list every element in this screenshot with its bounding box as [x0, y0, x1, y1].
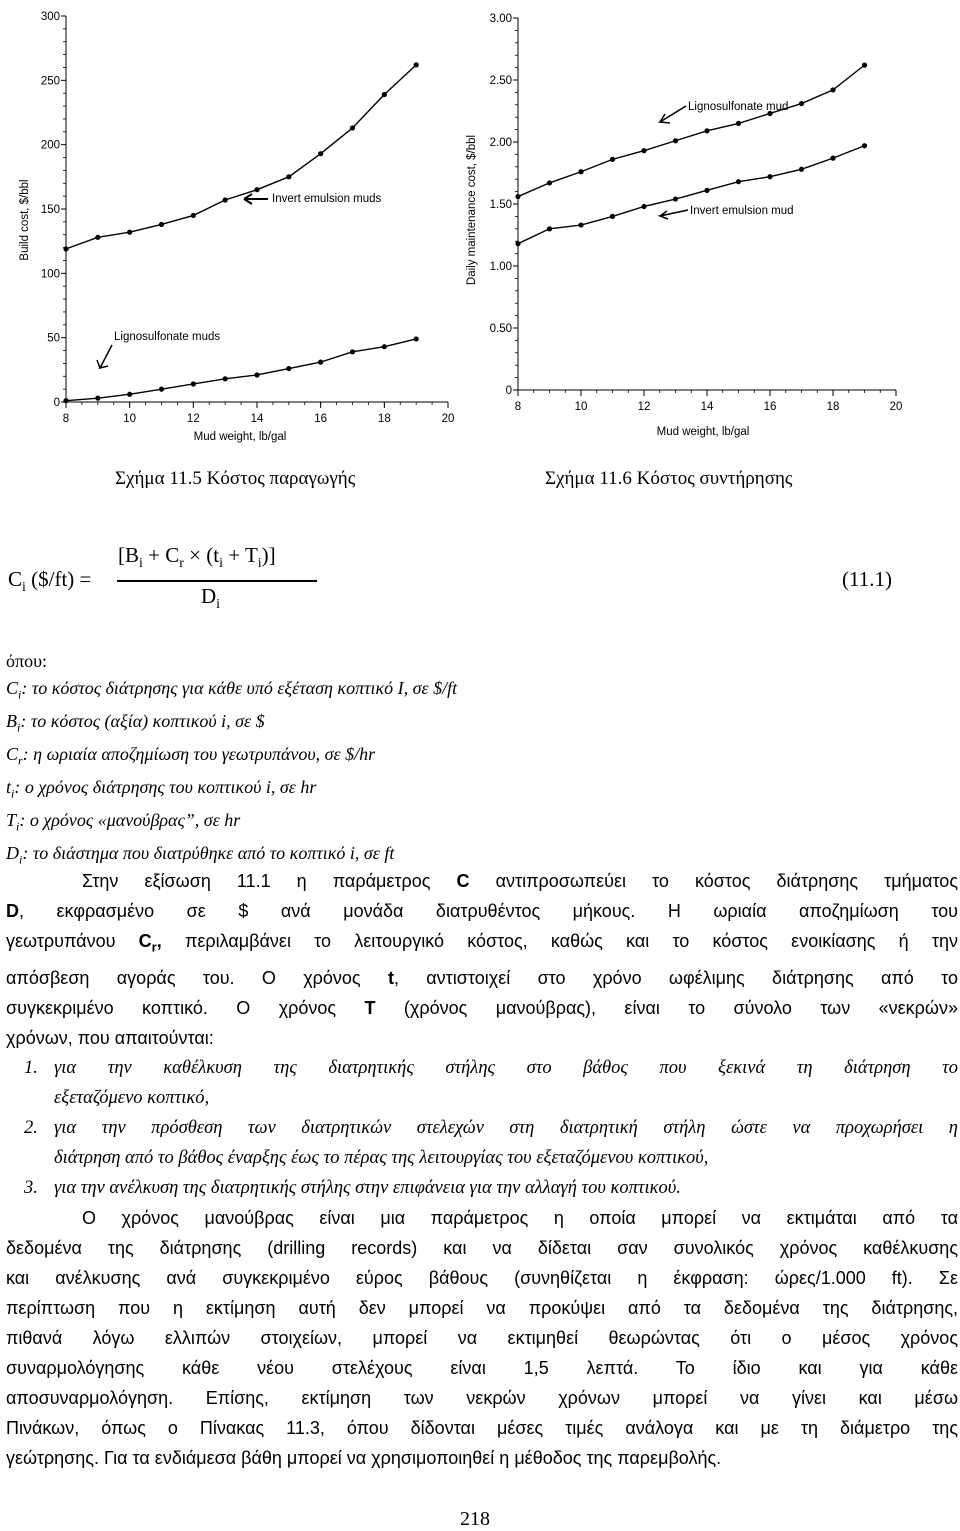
data-point	[641, 204, 646, 209]
data-point	[830, 87, 835, 92]
x-tick-label: 16	[763, 401, 777, 413]
data-point	[350, 125, 355, 130]
def-text: : το κόστος (αξία) κοπτικού i, σε $	[20, 710, 265, 731]
para2-line: συναρμολόγησης κάθε νέου στελέχους είναι 1,5 λεπτά. Το ίδιο και για κάθε	[6, 1357, 958, 1378]
x-tick-label: 14	[250, 413, 264, 425]
def-text: : ο χρόνος διάτρησης του κοπτικού i, σε hr	[14, 776, 317, 797]
data-point	[318, 151, 323, 156]
para1-line	[6, 993, 958, 1023]
eq-fraction-bar	[117, 580, 317, 582]
data-point	[63, 246, 68, 251]
eq-sub: i	[219, 556, 223, 572]
def-symbol: T	[6, 809, 17, 830]
y-tick-label: 2.00	[489, 137, 512, 149]
data-point	[799, 167, 804, 172]
list-text: για την ανέλκυση της διατρητικής στήλης στην επιφάνεια για την αλλαγή του κοπτικού.	[54, 1177, 681, 1198]
y-axis-label: Daily maintenance cost, $/bbl	[466, 134, 478, 286]
x-tick-label: 10	[123, 413, 137, 425]
x-tick-label: 18	[826, 401, 840, 413]
annotation-invert-emulsion: Invert emulsion mud	[690, 205, 794, 217]
data-point	[286, 366, 291, 371]
eq-num-b: [B	[118, 543, 139, 567]
def-symbol: D	[6, 842, 19, 863]
text-run-bold: t	[387, 967, 394, 988]
x-tick-label: 20	[889, 401, 903, 413]
maintenance-cost-chart	[460, 0, 960, 455]
data-point	[159, 222, 164, 227]
def-sub: i	[19, 852, 23, 867]
data-point	[610, 157, 615, 162]
eq-den: D	[201, 584, 217, 608]
data-point	[159, 387, 164, 392]
eq-plus-c: + C	[142, 543, 180, 567]
data-point	[862, 63, 867, 68]
y-tick-label: 2.50	[489, 75, 512, 87]
data-point	[254, 187, 259, 192]
para2-line: Πινάκων, όπως ο Πίνακας 11.3, όπου δίδονται μέσες τιμές ανάλογα και με τη διάμετρο της	[6, 1417, 958, 1438]
definition-item	[6, 807, 457, 840]
text-run-bold: T	[364, 997, 376, 1018]
y-tick-label: 3.00	[489, 13, 512, 25]
x-axis-label: Mud weight, lb/gal	[193, 431, 287, 443]
eq-sub: i	[257, 556, 262, 572]
y-tick-label: 50	[47, 332, 60, 345]
text-run: , εκφρασμένο σε $ ανά μονάδα διατρυθέντος μήκους. Η ωριαία αποζημίωση του	[19, 901, 958, 921]
figure-11-5-caption: Σχήμα 11.5 Κόστος παραγωγής	[115, 468, 356, 489]
para1-line	[6, 926, 958, 963]
data-point	[515, 194, 520, 199]
y-tick-label: 300	[40, 11, 60, 23]
para1-line: χρόνων, που απαιτούνται:	[6, 1027, 214, 1048]
x-tick-label: 8	[62, 413, 70, 425]
paragraph-1	[6, 866, 958, 1473]
def-sub: i	[11, 786, 15, 801]
text-run: περιλαμβάνει το λειτουργικό κόστος, καθώς και το κόστος ενοικίασης ή την	[184, 931, 958, 951]
para1-line	[6, 896, 958, 926]
data-point	[63, 398, 68, 403]
para1-line	[6, 963, 958, 993]
eq-sub: r	[179, 556, 184, 572]
definition-item	[6, 774, 457, 807]
y-axis-label: Build cost, $/bbl	[19, 179, 31, 261]
y-tick-label: 100	[40, 268, 60, 281]
y-tick-label: 0	[505, 385, 512, 397]
text-run: , αντιστοιχεί στο χρόνο ωφέλιμης διάτρησης από το	[393, 967, 958, 988]
def-sub: i	[18, 687, 22, 702]
x-tick-label: 16	[314, 413, 328, 425]
y-tick-label: 250	[40, 75, 60, 88]
x-tick-label: 20	[441, 413, 455, 425]
data-point	[223, 197, 228, 202]
eq-denominator	[201, 584, 220, 613]
para2-line: πιθανά λόγω ελλιπών στοιχείων, μπορεί να εκτιμηθεί θεωρώντας ότι ο μέσος χρόνος	[6, 1327, 958, 1348]
x-tick-label: 14	[700, 401, 714, 413]
list-item	[6, 1053, 958, 1113]
data-point	[382, 344, 387, 349]
definitions-heading: όπου:	[6, 651, 48, 671]
data-point	[578, 222, 583, 227]
eq-numerator	[118, 543, 276, 572]
text-run-bold: ,	[156, 931, 185, 951]
list-item	[6, 1173, 958, 1203]
y-tick-label: 1.50	[489, 199, 512, 211]
list-number: 3.	[24, 1177, 38, 1198]
text-run: γεωτρυπάνου	[6, 931, 139, 951]
build-cost-chart	[0, 0, 460, 455]
definition-item	[6, 708, 457, 741]
data-point	[254, 372, 259, 377]
list-text: για την καθέλκυση της διατρητικής στήλης στο βάθος που ξεκινά τη διάτρηση το	[54, 1057, 958, 1078]
data-point	[223, 376, 228, 381]
text-run-bold: D	[6, 901, 19, 921]
eq-sub: i	[216, 597, 221, 613]
x-tick-label: 12	[186, 413, 200, 425]
data-point	[641, 148, 646, 153]
text-run: αντιπροσωπεύει το κόστος διάτρησης τμήματος	[469, 871, 958, 891]
annotation-lignosulfonate: Lignosulfonate mud	[688, 101, 789, 113]
definitions-list	[6, 648, 457, 873]
x-tick-label: 12	[637, 401, 651, 413]
data-point	[736, 179, 741, 184]
list-text: διάτρηση από το βάθος έναρξης έως το πέρας της λειτουργίας του εξεταζόμενου κοπτικού,	[54, 1147, 709, 1168]
x-axis-label: Mud weight, lb/gal	[656, 426, 750, 438]
para2-line: Ο χρόνος μανούβρας είναι μια παράμετρος η οποία μπορεί να εκτιμάται από τα	[82, 1207, 958, 1228]
annotation-invert-emulsion: Invert emulsion muds	[272, 193, 382, 205]
text-run: απόσβεση αγοράς του. Ο χρόνος	[6, 967, 388, 988]
text-run-bold	[138, 931, 185, 955]
def-symbol: t	[6, 776, 12, 797]
text-run: Στην εξίσωση 11.1 η παράμετρος	[82, 871, 457, 891]
data-point	[862, 143, 867, 148]
para2-line: δεδομένα της διάτρησης (drilling records) και να δίδεται σαν συνολικός χρόνος καθέλκυσης	[6, 1237, 958, 1258]
def-symbol: B	[6, 710, 17, 731]
data-point	[767, 174, 772, 179]
list-text: εξεταζόμενο κοπτικό,	[54, 1087, 210, 1108]
eq-plus-t: + T	[222, 543, 258, 567]
data-point	[127, 392, 132, 397]
eq-number: (11.1)	[842, 567, 892, 591]
text-run: συγκεκριμένο κοπτικό. Ο χρόνος	[6, 997, 365, 1018]
data-point	[704, 188, 709, 193]
data-point	[799, 101, 804, 106]
y-tick-label: 200	[40, 139, 60, 152]
para2-line: αποσυναρμολόγηση. Επίσης, εκτίμηση των νεκρών χρόνων μπορεί να γίνει και μέσω	[6, 1387, 958, 1408]
data-point	[350, 349, 355, 354]
text-run: (χρόνος μανούβρας), είναι το σύνολο των «νεκρών»	[375, 997, 958, 1018]
list-number: 2.	[24, 1117, 38, 1138]
eq-close: )]	[261, 543, 276, 567]
x-tick-label: 8	[514, 401, 522, 413]
def-text: : η ωριαία αποζημίωση του γεωτρυπάνου, σε $/hr	[22, 743, 376, 764]
y-tick-label: 1.00	[489, 261, 512, 273]
eq-lhs: C	[8, 567, 23, 591]
para2-line: περίπτωση που η εκτίμηση αυτή δεν μπορεί να προκύψει από τα δεδομένα της διάτρησης,	[6, 1297, 958, 1318]
data-point	[673, 138, 678, 143]
text-run-bold: C	[138, 931, 152, 951]
text-run-sub: r	[151, 939, 157, 955]
data-point	[736, 121, 741, 126]
eq-times-t: × (t	[183, 543, 220, 567]
list-text: για την πρόσθεση των διατρητικών στελεχών στη διατρητική στήλη ώστε να προχωρήσει η	[54, 1117, 958, 1138]
para1-line	[6, 866, 958, 896]
data-point	[414, 62, 419, 67]
def-sub: i	[16, 819, 20, 834]
eq-sub: i	[139, 556, 143, 572]
para2-line: γεώτρησης. Για τα ενδιάμεσα βάθη μπορεί να χρησιμοποιηθεί η μέθοδος της παρεμβολής.	[6, 1447, 722, 1468]
def-sub: r	[18, 753, 23, 768]
data-point	[318, 360, 323, 365]
def-text: : το διάστημα που διατρύθηκε από το κοπτικό i, σε ft	[22, 842, 395, 863]
x-tick-label: 18	[377, 413, 391, 425]
data-point	[547, 180, 552, 185]
definition-item	[6, 741, 457, 774]
definition-item	[6, 675, 457, 708]
data-point	[191, 381, 196, 386]
data-point	[191, 213, 196, 218]
x-tick-label: 10	[574, 401, 588, 413]
list-item	[6, 1113, 958, 1173]
figure-11-6-caption: Σχήμα 11.6 Κόστος συντήρησης	[545, 468, 793, 489]
text-run-bold: C	[456, 871, 470, 891]
page-number: 218	[460, 1508, 490, 1530]
list-number: 1.	[24, 1057, 38, 1078]
data-point	[515, 241, 520, 246]
data-point	[414, 336, 419, 341]
data-point	[830, 156, 835, 161]
def-symbol: C	[6, 743, 19, 764]
annotation-lignosulfonate: Lignosulfonate muds	[114, 331, 221, 343]
y-tick-label: 150	[40, 204, 60, 216]
data-point	[95, 396, 100, 401]
data-point	[127, 230, 132, 235]
data-point	[704, 128, 709, 133]
def-symbol: C	[6, 677, 19, 698]
data-point	[673, 196, 678, 201]
data-point	[610, 214, 615, 219]
def-text: : το κόστος διάτρησης για κάθε υπό εξέταση κοπτικό I, σε $/ft	[21, 677, 458, 698]
y-tick-label: 0	[53, 397, 60, 409]
data-point	[382, 92, 387, 97]
def-sub: i	[17, 720, 21, 735]
para2-line: και ανέλκυσης ανά συγκεκριμένο εύρος βάθους (συνηθίζεται η έκφραση: ώρες/1.000 ft). Σε	[6, 1267, 958, 1288]
data-point	[547, 226, 552, 231]
data-point	[95, 235, 100, 240]
eq-units: ($/ft) =	[31, 567, 92, 591]
def-text: : ο χρόνος «μανούβρας”, σε hr	[19, 809, 241, 830]
eq-lhs-sub: i	[22, 580, 26, 596]
data-point	[578, 169, 583, 174]
y-tick-label: 0.50	[489, 323, 512, 335]
data-point	[286, 174, 291, 179]
